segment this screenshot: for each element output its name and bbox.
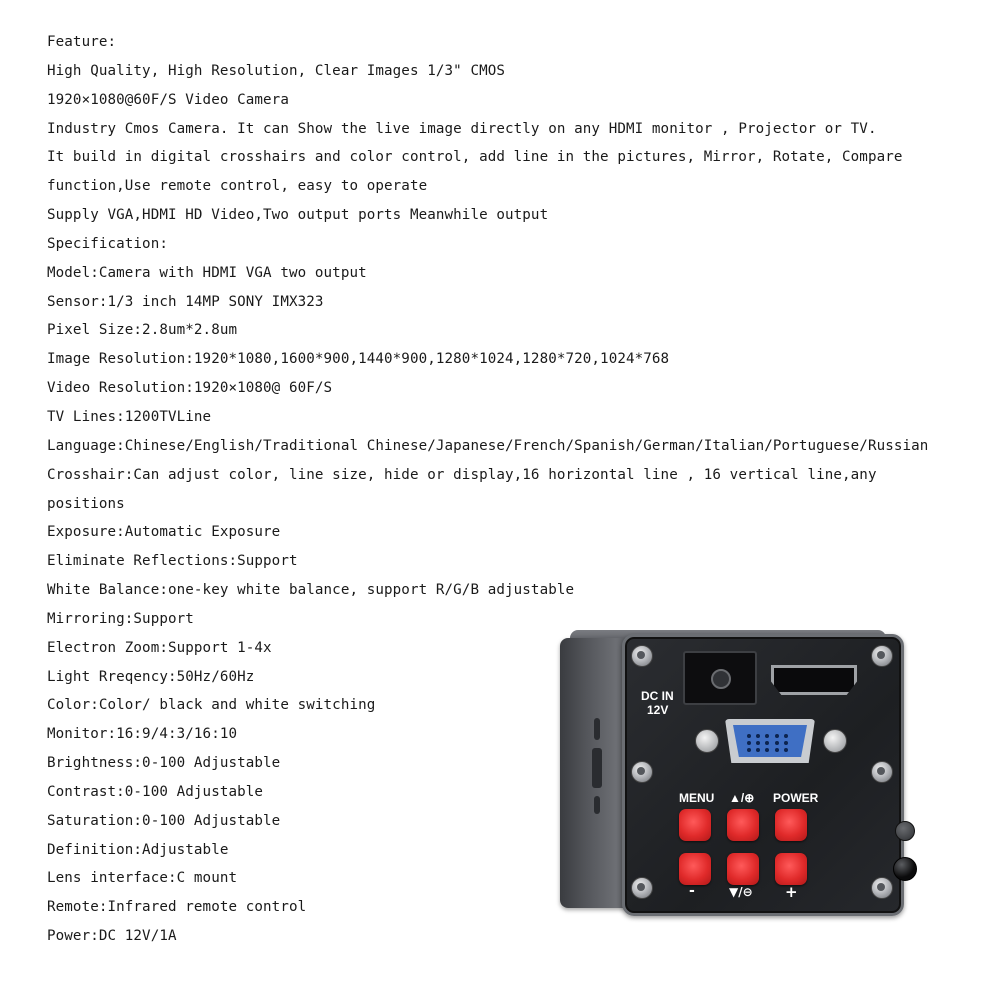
screw-icon xyxy=(631,645,653,667)
feature-line: function,Use remote control, easy to operate xyxy=(47,178,428,195)
spec-line: Remote:Infrared remote control xyxy=(47,899,307,916)
spec-line: Saturation:0-100 Adjustable xyxy=(47,812,281,829)
feature-line: Industry Cmos Camera. It can Show the live image directly on any HDMI monitor , Projector or TV. xyxy=(47,120,877,137)
dc-in-label: DC IN xyxy=(641,689,674,703)
feature-heading: Feature: xyxy=(47,34,117,50)
screw-icon xyxy=(871,645,893,667)
menu-button[interactable] xyxy=(679,809,711,841)
infrared-receiver xyxy=(893,857,917,881)
camera-side-slot xyxy=(592,748,602,788)
spec-line: Contrast:0-100 Adjustable xyxy=(47,783,264,800)
dc-voltage-label: 12V xyxy=(647,703,669,717)
screw-icon xyxy=(631,761,653,783)
specification-heading: Specification: xyxy=(47,235,168,252)
spec-line: Electron Zoom:Support 1-4x xyxy=(47,639,272,656)
up-zoom-in-button[interactable] xyxy=(727,809,759,841)
power-button[interactable] xyxy=(775,809,807,841)
status-led xyxy=(895,821,915,841)
spec-line: Mirroring:Support xyxy=(47,610,194,627)
spec-line: Eliminate Reflections:Support xyxy=(47,553,298,570)
down-zoom-out-label: ▼/⊖ xyxy=(729,885,753,899)
camera-rear-panel xyxy=(622,634,904,916)
down-zoom-out-button[interactable] xyxy=(727,853,759,885)
vga-port xyxy=(687,719,853,763)
spec-line: Monitor:16:9/4:3/16:10 xyxy=(47,726,238,743)
vga-screw-right xyxy=(823,729,847,753)
feature-line: High Quality, High Resolution, Clear Images 1/3" CMOS xyxy=(47,62,506,79)
feature-line: Supply VGA,HDMI HD Video,Two output ports Meanwhile output xyxy=(47,207,549,224)
spec-line: Color:Color/ black and white switching xyxy=(47,697,376,714)
spec-line: Lens interface:C mount xyxy=(47,870,238,887)
power-label: POWER xyxy=(773,791,819,805)
spec-line: Brightness:0-100 Adjustable xyxy=(47,755,281,772)
spec-line: Language:Chinese/English/Traditional Chinese/Japanese/French/Spanish/German/Italian/Portuguese/Russian xyxy=(47,437,929,454)
up-zoom-in-label: ▲/⊕ xyxy=(729,791,755,805)
spec-line: Exposure:Automatic Exposure xyxy=(47,524,281,541)
screw-icon xyxy=(631,877,653,899)
spec-line: Crosshair:Can adjust color, line size, hide or display,16 horizontal line , 16 vertical line,any xyxy=(47,466,877,483)
feature-line: It build in digital crosshairs and color control, add line in the pictures, Mirror, Rotate, Compare xyxy=(47,149,903,166)
screw-icon xyxy=(871,761,893,783)
spec-line: Light Rreqency:50Hz/60Hz xyxy=(47,668,255,685)
plus-label: + xyxy=(785,883,798,901)
dc-power-jack xyxy=(683,651,757,705)
vga-screw-left xyxy=(695,729,719,753)
spec-line: positions xyxy=(47,495,125,512)
menu-label: MENU xyxy=(679,791,715,805)
screw-icon xyxy=(871,877,893,899)
minus-button[interactable] xyxy=(679,853,711,885)
camera-side-slot xyxy=(594,718,600,740)
minus-label: - xyxy=(689,883,695,899)
hdmi-port xyxy=(771,665,857,695)
spec-line: TV Lines:1200TVLine xyxy=(47,408,212,425)
camera-product-image xyxy=(556,628,906,913)
vga-pins xyxy=(747,734,793,752)
spec-line: Pixel Size:2.8um*2.8um xyxy=(47,322,238,339)
plus-button[interactable] xyxy=(775,853,807,885)
vga-connector-inner xyxy=(733,725,807,757)
feature-line: 1920×1080@60F/S Video Camera xyxy=(47,91,289,108)
spec-line: Power:DC 12V/1A xyxy=(47,928,177,945)
spec-line: Video Resolution:1920×1080@ 60F/S xyxy=(47,380,333,397)
spec-line: White Balance:one-key white balance, support R/G/B adjustable xyxy=(47,582,575,599)
vga-connector xyxy=(725,719,815,763)
spec-line: Image Resolution:1920*1080,1600*900,1440*900,1280*1024,1280*720,1024*768 xyxy=(47,351,670,368)
camera-side-slot xyxy=(594,796,600,814)
spec-line: Sensor:1/3 inch 14MP SONY IMX323 xyxy=(47,293,324,310)
spec-line: Model:Camera with HDMI VGA two output xyxy=(47,264,367,281)
spec-line: Definition:Adjustable xyxy=(47,841,229,858)
